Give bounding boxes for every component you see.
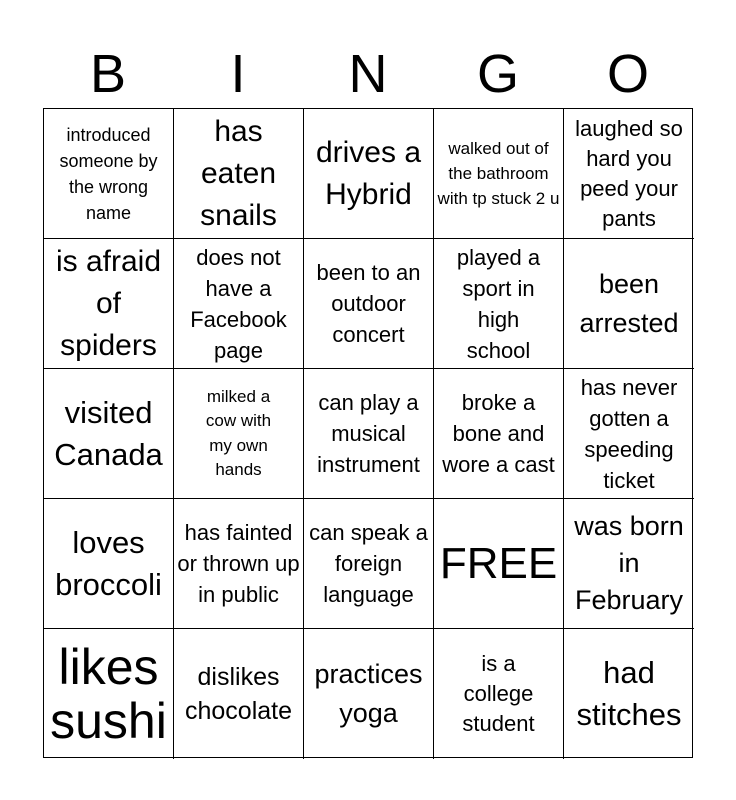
cell-text: does not have a Facebook page bbox=[190, 244, 287, 363]
cell-text: milked a cow with my own hands bbox=[205, 386, 272, 479]
cell-text: loves broccoli bbox=[55, 524, 162, 602]
bingo-cell[interactable] bbox=[434, 239, 564, 369]
bingo-cell[interactable] bbox=[44, 369, 174, 499]
cell-text: walked out of the bathroom with tp stuck 2 u bbox=[437, 139, 560, 208]
bingo-cell[interactable] bbox=[564, 499, 694, 629]
cell-text: is a college student bbox=[462, 651, 535, 736]
bingo-cell[interactable] bbox=[564, 239, 694, 369]
bingo-cell[interactable] bbox=[304, 239, 434, 369]
bingo-cell[interactable] bbox=[564, 629, 694, 759]
bingo-cell[interactable] bbox=[174, 499, 304, 629]
bingo-cell[interactable] bbox=[174, 629, 304, 759]
bingo-cell[interactable] bbox=[44, 239, 174, 369]
header-letter-g: G bbox=[476, 44, 519, 104]
bingo-cell[interactable] bbox=[174, 369, 304, 499]
header-letter-b: B bbox=[89, 44, 127, 104]
bingo-cell[interactable] bbox=[174, 109, 304, 239]
cell-text: can speak a foreign language bbox=[309, 520, 428, 607]
bingo-cell[interactable] bbox=[434, 369, 564, 499]
cell-text: had stitches bbox=[576, 655, 682, 732]
free-space[interactable] bbox=[434, 499, 564, 629]
cell-text: was born in February bbox=[574, 511, 684, 615]
header-letter-o: O bbox=[606, 44, 649, 104]
cell-text: drives a Hybrid bbox=[315, 135, 422, 211]
cell-text: has fainted or thrown up in public bbox=[177, 520, 300, 607]
cell-text: been arrested bbox=[579, 268, 679, 338]
header-letter-n: N bbox=[348, 44, 388, 104]
bingo-cell[interactable] bbox=[304, 629, 434, 759]
bingo-cell[interactable] bbox=[304, 369, 434, 499]
cell-text: is afraid of spiders bbox=[55, 244, 162, 362]
bingo-cell[interactable] bbox=[304, 499, 434, 629]
bingo-cell[interactable] bbox=[564, 109, 694, 239]
bingo-board bbox=[43, 108, 693, 758]
cell-text: laughed so hard you peed your pants bbox=[575, 115, 683, 231]
bingo-cell[interactable] bbox=[564, 369, 694, 499]
cell-text: broke a bone and wore a cast bbox=[442, 390, 555, 477]
bingo-cell[interactable] bbox=[434, 109, 564, 239]
bingo-cell[interactable] bbox=[174, 239, 304, 369]
cell-text: has eaten snails bbox=[200, 114, 277, 232]
cell-text: can play a musical instrument bbox=[317, 390, 420, 477]
header-letter-i: I bbox=[230, 44, 246, 104]
bingo-header bbox=[43, 40, 693, 108]
bingo-cell[interactable] bbox=[44, 629, 174, 759]
bingo-cell[interactable] bbox=[44, 109, 174, 239]
cell-text: practices yoga bbox=[314, 659, 423, 728]
cell-text: has never gotten a speeding ticket bbox=[580, 374, 678, 493]
cell-text: dislikes chocolate bbox=[184, 663, 293, 725]
cell-text: played a sport in high school bbox=[456, 244, 541, 363]
cell-text: been to an outdoor concert bbox=[316, 260, 421, 347]
bingo-cell[interactable] bbox=[434, 629, 564, 759]
bingo-cell[interactable] bbox=[44, 499, 174, 629]
cell-text: likes sushi bbox=[50, 639, 167, 749]
cell-text: introduced someone by the wrong name bbox=[59, 124, 158, 223]
cell-text: visited Canada bbox=[54, 394, 163, 472]
bingo-cell[interactable] bbox=[304, 109, 434, 239]
free-space-label: FREE bbox=[439, 538, 558, 588]
